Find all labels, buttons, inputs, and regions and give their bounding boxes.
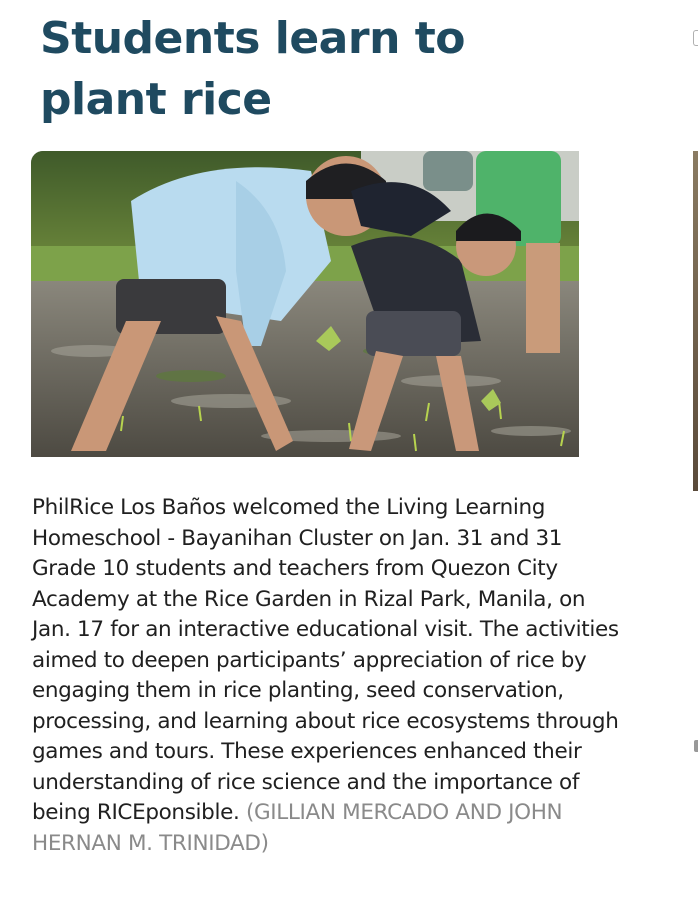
article-body xyxy=(32,493,682,859)
body-line-9: games and tours. These experiences enhanced their xyxy=(32,739,582,764)
byline-part-1: (GILLIAN MERCADO AND JOHN xyxy=(245,800,563,825)
body-line-7: engaging them in rice planting, seed conservation, xyxy=(32,678,564,703)
body-line-4: Academy at the Rice Garden in Rizal Park, Manila, on xyxy=(32,586,586,612)
adjacent-page-edge-mark xyxy=(693,30,698,46)
body-line-11-text: being RICEponsible. xyxy=(32,800,240,825)
body-line-5: Jan. 17 for an interactive educational visit. The activities xyxy=(32,617,619,642)
headline-line-2: plant rice xyxy=(40,74,272,125)
body-line-8: processing, and learning about rice ecosystems through xyxy=(32,708,619,734)
body-line-6: aimed to deepen participants’ appreciation of rice by xyxy=(32,647,587,673)
article-photo xyxy=(31,151,579,457)
byline-part-2: HERNAN M. TRINIDAD) xyxy=(32,830,269,856)
body-line-1: PhilRice Los Baños welcomed the Living Learning xyxy=(32,495,546,520)
headline-line-1: Students learn to xyxy=(40,13,465,64)
adjacent-page-photo-edge xyxy=(693,151,698,491)
body-line-2: Homeschool - Bayanihan Cluster on Jan. 31 and 31 xyxy=(32,525,563,551)
article-headline xyxy=(40,8,600,130)
body-line-3: Grade 10 students and teachers from Quezon City xyxy=(32,556,558,581)
body-line-10: understanding of rice science and the importance of xyxy=(32,769,580,795)
adjacent-page-text-edge xyxy=(694,740,698,752)
body-line-11 xyxy=(32,798,682,829)
